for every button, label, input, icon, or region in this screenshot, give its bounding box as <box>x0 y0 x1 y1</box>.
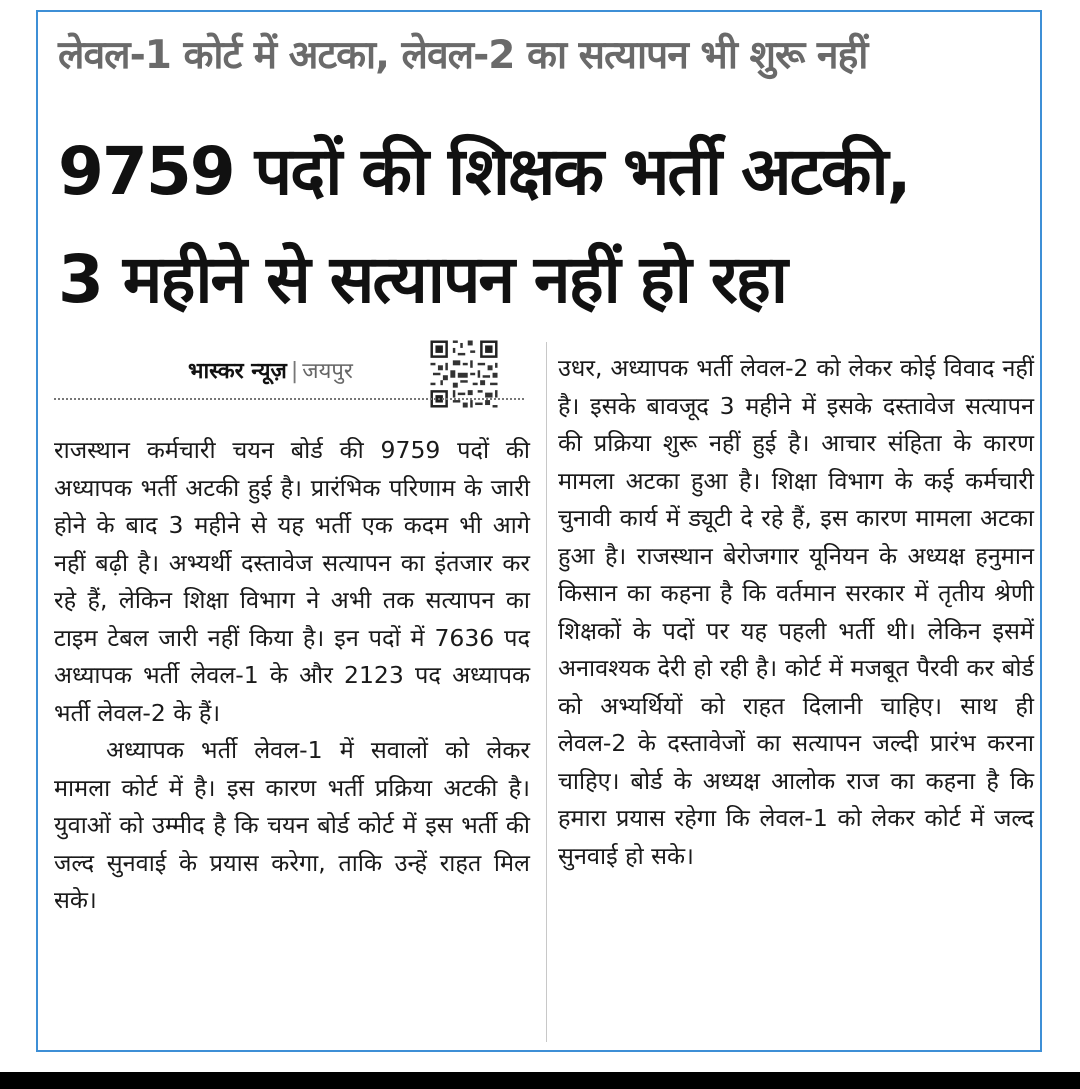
byline-city: जयपुर <box>302 359 353 384</box>
left-paragraph-2: अध्यापक भर्ती लेवल-1 में सवालों को लेकर मामला कोर्ट में है। इस कारण भर्ती प्रक्रिया अटकी है। युवाओं को उम्मीद है कि चयन बोर्ड कोर्ट में इस भर्ती की जल्द सुनवाई के प्रयास करेगा, ताकि उन्हें राहत मिल सके। <box>54 736 530 914</box>
byline-source: भास्कर न्यूज़ <box>188 359 287 384</box>
headline-line-2: 3 महीने से सत्यापन नहीं हो रहा <box>58 241 786 318</box>
bottom-black-bar <box>0 1072 1080 1089</box>
left-column <box>54 432 530 920</box>
kicker-subheadline: लेवल-1 कोर्ट में अटका, लेवल-2 का सत्यापन भी शुरू नहीं <box>58 33 868 78</box>
left-paragraph-1: राजस्थान कर्मचारी चयन बोर्ड की 9759 पदों की अध्यापक भर्ती अटकी हुई है। प्रारंभिक परिणाम के जारी होने के बाद 3 महीने से यह भर्ती एक कदम भी आगे नहीं बढ़ी है। अभ्यर्थी दस्तावेज सत्यापन का इंतजार कर रहे हैं, लेकिन शिक्षा विभाग ने अभी तक सत्यापन का टाइम टेबल जारी नहीं किया है। इन पदों में 7636 पद अध्यापक भर्ती लेवल-1 के और 2123 पद अध्यापक भर्ती लेवल-2 के हैं। <box>54 436 530 727</box>
right-column <box>558 350 1034 875</box>
byline <box>188 354 353 390</box>
column-divider <box>546 342 547 1042</box>
headline <box>58 118 1024 334</box>
headline-line-1: 9759 पदों की शिक्षक भर्ती अटकी, <box>58 133 910 210</box>
right-paragraph-1: उधर, अध्यापक भर्ती लेवल-2 को लेकर कोई विवाद नहीं है। इसके बावजूद 3 महीने में इसके दस्तावेज सत्यापन की प्रक्रिया शुरू नहीं हुई है। आचार संहिता के कारण मामला अटका हुआ है। शिक्षा विभाग के कई कर्मचारी चुनावी कार्य में ड्यूटी दे रहे हैं, इस कारण मामला अटका हुआ है। राजस्थान बेरोजगार यूनियन के अध्यक्ष हनुमान किसान का कहना है कि वर्तमान सरकार में तृतीय श्रेणी शिक्षकों के पदों पर यह पहली भर्ती थी। लेकिन इसमें अनावश्यक देरी हो रही है। कोर्ट में मजबूत पैरवी कर बोर्ड को अभ्यर्थियों को राहत दिलानी चाहिए। साथ ही लेवल-2 के दस्तावेजों का सत्यापन जल्दी प्रारंभ करना चाहिए। बोर्ड के अध्यक्ष आलोक राज का कहना है कि हमारा प्रयास रहेगा कि लेवल-1 को लेकर कोर्ट में जल्द सुनवाई हो सके। <box>558 354 1034 870</box>
newspaper-clipping <box>36 10 1042 1052</box>
byline-separator: | <box>290 359 299 384</box>
byline-divider <box>54 398 524 400</box>
